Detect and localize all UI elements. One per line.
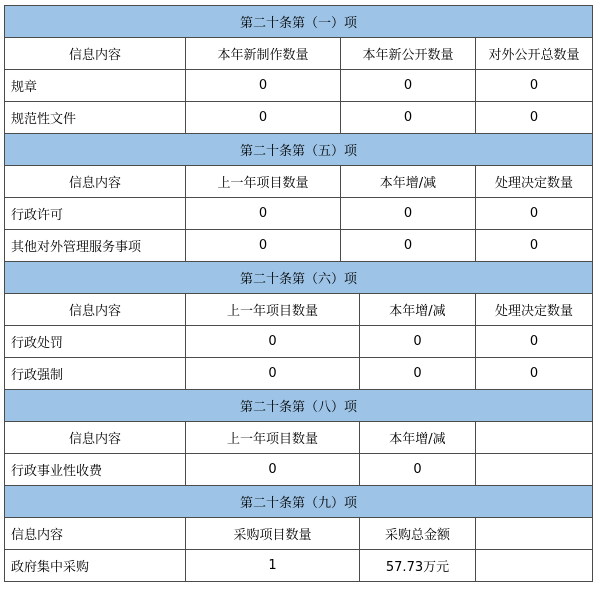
cell-value: 0 bbox=[476, 326, 593, 358]
empty-cell bbox=[476, 550, 593, 582]
row-label: 行政许可 bbox=[5, 198, 186, 230]
column-header-row bbox=[5, 38, 593, 70]
empty-cell bbox=[476, 518, 593, 550]
cell-value: 1 bbox=[186, 550, 360, 582]
row-label: 其他对外管理服务事项 bbox=[5, 230, 186, 262]
table-row bbox=[5, 230, 593, 262]
row-label: 行政处罚 bbox=[5, 326, 186, 358]
row-label: 行政强制 bbox=[5, 358, 186, 390]
column-header: 采购总金额 bbox=[360, 518, 476, 550]
section-title: 第二十条第（八）项 bbox=[5, 390, 593, 422]
cell-value: 0 bbox=[186, 230, 341, 262]
cell-value: 0 bbox=[476, 70, 593, 102]
section-4-table bbox=[4, 389, 593, 486]
cell-value: 0 bbox=[360, 358, 476, 390]
column-header-row bbox=[5, 294, 593, 326]
column-header: 信息内容 bbox=[5, 38, 186, 70]
empty-cell bbox=[476, 422, 593, 454]
column-header: 本年新公开数量 bbox=[341, 38, 476, 70]
cell-value: 0 bbox=[186, 358, 360, 390]
cell-value: 0 bbox=[476, 358, 593, 390]
section-5-table bbox=[4, 485, 593, 582]
cell-value: 0 bbox=[186, 326, 360, 358]
section-title: 第二十条第（一）项 bbox=[5, 6, 593, 38]
column-header: 上一年项目数量 bbox=[186, 422, 360, 454]
row-label: 规章 bbox=[5, 70, 186, 102]
table-row bbox=[5, 326, 593, 358]
column-header: 上一年项目数量 bbox=[186, 294, 360, 326]
table-row bbox=[5, 550, 593, 582]
section-header-row bbox=[5, 390, 593, 422]
column-header: 本年增/减 bbox=[360, 294, 476, 326]
cell-value: 0 bbox=[186, 70, 341, 102]
disclosure-table-wrapper bbox=[4, 5, 592, 582]
table-row bbox=[5, 358, 593, 390]
row-label: 规范性文件 bbox=[5, 102, 186, 134]
empty-cell bbox=[476, 454, 593, 486]
column-header: 上一年项目数量 bbox=[186, 166, 341, 198]
section-title: 第二十条第（九）项 bbox=[5, 486, 593, 518]
column-header: 本年增/减 bbox=[360, 422, 476, 454]
cell-value: 0 bbox=[476, 102, 593, 134]
column-header: 处理决定数量 bbox=[476, 294, 593, 326]
table-row bbox=[5, 454, 593, 486]
cell-value: 0 bbox=[360, 326, 476, 358]
cell-value: 0 bbox=[341, 70, 476, 102]
section-title: 第二十条第（六）项 bbox=[5, 262, 593, 294]
cell-value: 0 bbox=[341, 102, 476, 134]
column-header: 采购项目数量 bbox=[186, 518, 360, 550]
section-3-table bbox=[4, 261, 593, 390]
table-row bbox=[5, 102, 593, 134]
column-header: 处理决定数量 bbox=[476, 166, 593, 198]
row-label: 政府集中采购 bbox=[5, 550, 186, 582]
section-header-row bbox=[5, 134, 593, 166]
column-header: 信息内容 bbox=[5, 294, 186, 326]
section-1-table bbox=[4, 5, 593, 134]
cell-value: 0 bbox=[341, 230, 476, 262]
table-row bbox=[5, 198, 593, 230]
cell-value: 0 bbox=[186, 198, 341, 230]
column-header: 信息内容 bbox=[5, 166, 186, 198]
section-title: 第二十条第（五）项 bbox=[5, 134, 593, 166]
cell-value: 0 bbox=[476, 198, 593, 230]
section-header-row bbox=[5, 486, 593, 518]
table-row bbox=[5, 70, 593, 102]
cell-value: 0 bbox=[341, 198, 476, 230]
cell-value: 0 bbox=[360, 454, 476, 486]
cell-value: 0 bbox=[186, 102, 341, 134]
section-2-table bbox=[4, 133, 593, 262]
column-header: 本年增/减 bbox=[341, 166, 476, 198]
column-header: 本年新制作数量 bbox=[186, 38, 341, 70]
row-label: 行政事业性收费 bbox=[5, 454, 186, 486]
column-header-row bbox=[5, 518, 593, 550]
section-header-row bbox=[5, 262, 593, 294]
cell-value: 0 bbox=[186, 454, 360, 486]
column-header-row bbox=[5, 422, 593, 454]
cell-value: 0 bbox=[476, 230, 593, 262]
section-header-row bbox=[5, 6, 593, 38]
column-header: 信息内容 bbox=[5, 518, 186, 550]
cell-value: 57.73万元 bbox=[360, 550, 476, 582]
column-header: 信息内容 bbox=[5, 422, 186, 454]
column-header-row bbox=[5, 166, 593, 198]
column-header: 对外公开总数量 bbox=[476, 38, 593, 70]
